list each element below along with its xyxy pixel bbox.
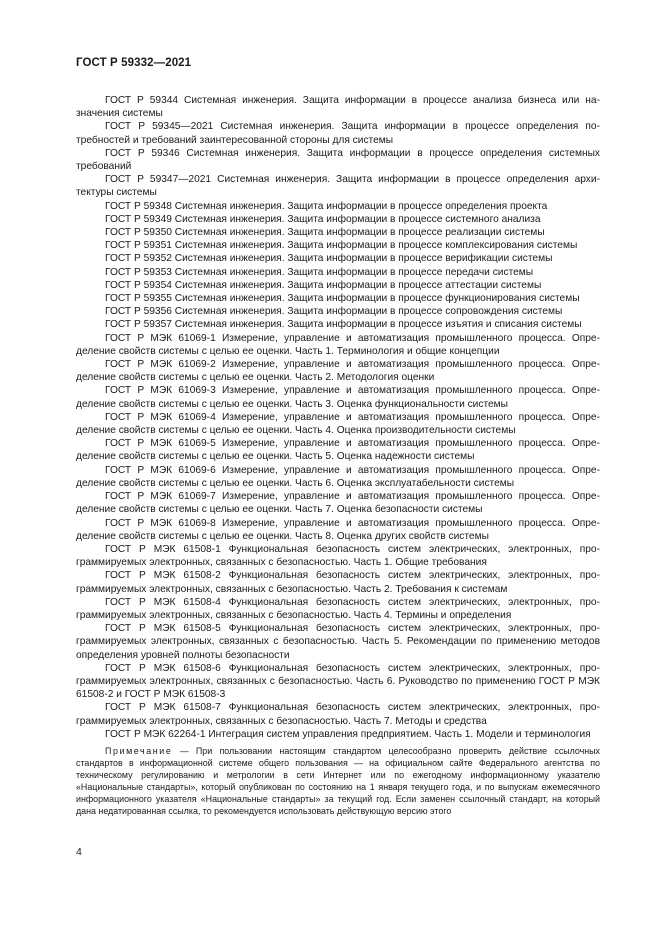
reference-entry: ГОСТ Р МЭК 61069-4 Измерение, управление и автоматизация промышленного процесса. Определение свойств системы с целью ее оценки. Часть 4. Оценка производительности системы — [76, 411, 600, 437]
standard-header: ГОСТ Р 59332—2021 — [76, 57, 192, 69]
reference-entry: ГОСТ Р 59346 Системная инженерия. Защита информации в процессе определения системных требований — [76, 147, 600, 173]
reference-entry: ГОСТ Р МЭК 61069-7 Измерение, управление и автоматизация промышленного процесса. Определение свойств системы с целью ее оценки. Часть 7. Оценка безопасности системы — [76, 491, 600, 516]
reference-entry: ГОСТ Р МЭК 61069-3 Измерение, управление и автоматизация промышленного процесса. Определение свойств системы с целью ее оценки. Часть 3. Оценка функциональности системы — [76, 385, 600, 410]
reference-entry: ГОСТ Р 59353 Системная инженерия. Защита информации в процессе передачи системы — [105, 266, 534, 278]
page-number: 4 — [76, 846, 82, 858]
reference-entry: ГОСТ Р 59347—2021 Системная инженерия. Защита информации в процессе определения архитектуры системы — [76, 174, 600, 199]
reference-entry: ГОСТ Р МЭК 61508-5 Функциональная безопасность систем электрических, электронных, программируемых электронных, связанных с безопасностью. Часть 5. Рекомендации по применению методов определения уровней полноты безопасности — [76, 623, 600, 661]
reference-entry: ГОСТ Р МЭК 61508-6 Функциональная безопасность систем электрических, электронных, программируемых электронных, связанных с безопасностью. Часть 6. Руководство по применению ГОСТ Р МЭК 61508-2 и ГОСТ Р МЭК 61508-3 — [76, 662, 600, 701]
reference-entry: ГОСТ Р МЭК 61069-5 Измерение, управление и автоматизация промышленного процесса. Определение свойств системы с целью ее оценки. Часть 5. Оценка надежности системы — [76, 438, 600, 463]
reference-entry: ГОСТ Р МЭК 61069-6 Измерение, управление и автоматизация промышленного процесса. Определение свойств системы с целью ее оценки. Часть 6. Оценка эксплуатабельности системы — [76, 464, 600, 489]
reference-entry: ГОСТ Р 59345—2021 Системная инженерия. Защита информации в процессе определения потребностей и требований заинтересованной стороны для системы — [76, 121, 600, 146]
reference-entry: ГОСТ Р 59352 Системная инженерия. Защита информации в процессе верификации системы — [105, 253, 553, 265]
reference-entry: ГОСТ Р МЭК 62264-1 Интеграция систем управления предприятием. Часть 1. Модели и терминология — [105, 728, 591, 740]
reference-entry: ГОСТ Р 59357 Системная инженерия. Защита информации в процессе изъятия и списания системы — [105, 319, 582, 331]
reference-entry: ГОСТ Р 59344 Системная инженерия. Защита информации в процессе анализа бизнеса или назначения системы — [76, 95, 600, 120]
reference-entry: ГОСТ Р 59354 Системная инженерия. Защита информации в процессе аттестации системы — [105, 279, 542, 291]
reference-entry: ГОСТ Р 59356 Системная инженерия. Защита информации в процессе сопровождения системы — [105, 306, 563, 318]
note-text: — При пользовании настоящим стандартом целесообразно проверить действие ссылочных стандартов в информационной системе общего пользования — на официальном сайте Федерального агентства по техническому регулированию и метрологии в сети Интернет или по ежегодному информационному указателю «Национальные стандарты», который опубликован по состоянию на 1 января текущего года, и по выпускам ежемесячного информационного указателя «Национальные стандарты» за текущий год. Если заменен ссылочный стандарт, на который дана недатированная ссылка, то рекомендуется использовать действующую версию этого — [76, 746, 600, 817]
reference-entry: ГОСТ Р МЭК 61508-2 Функциональная безопасность систем электрических, электронных, программируемых электронных, связанных с безопасностью. Часть 2. Требования к системам — [76, 570, 600, 595]
reference-entry: ГОСТ Р МЭК 61069-8 Измерение, управление и автоматизация промышленного процесса. Определение свойств системы с целью ее оценки. Часть 8. Оценка других свойств системы — [76, 517, 600, 542]
reference-entry: ГОСТ Р МЭК 61508-4 Функциональная безопасность систем электрических, электронных, программируемых электронных, связанных с безопасностью. Часть 4. Термины и определения — [76, 596, 600, 621]
note-paragraph — [76, 745, 600, 818]
note-label: Примечание — [105, 746, 173, 756]
reference-entry: ГОСТ Р МЭК 61069-1 Измерение, управление и автоматизация промышленного процесса. Определение свойств системы с целью ее оценки. Часть 1. Терминология и общие концепции — [76, 332, 600, 357]
reference-entry: ГОСТ Р МЭК 61508-7 Функциональная безопасность систем электрических, электронных, программируемых электронных, связанных с безопасностью. Часть 7. Методы и средства — [76, 702, 600, 727]
reference-entry: ГОСТ Р 59355 Системная инженерия. Защита информации в процессе функционирования системы — [105, 293, 580, 305]
reference-entry: ГОСТ Р 59350 Системная инженерия. Защита информации в процессе реализации системы — [105, 227, 545, 239]
normative-references-list — [76, 94, 600, 741]
reference-entry: ГОСТ Р МЭК 61508-1 Функциональная безопасность систем электрических, электронных, программируемых электронных, связанных с безопасностью. Часть 1. Общие требования — [76, 543, 600, 569]
reference-entry: ГОСТ Р 59349 Системная инженерия. Защита информации в процессе системного анализа — [105, 213, 541, 225]
reference-entry: ГОСТ Р МЭК 61069-2 Измерение, управление и автоматизация промышленного процесса. Определение свойств системы с целью ее оценки. Часть 2. Методология оценки — [76, 359, 600, 384]
reference-entry: ГОСТ Р 59351 Системная инженерия. Защита информации в процессе комплексирования системы — [105, 240, 578, 252]
reference-entry: ГОСТ Р 59348 Системная инженерия. Защита информации в процессе определения проекта — [105, 200, 548, 212]
